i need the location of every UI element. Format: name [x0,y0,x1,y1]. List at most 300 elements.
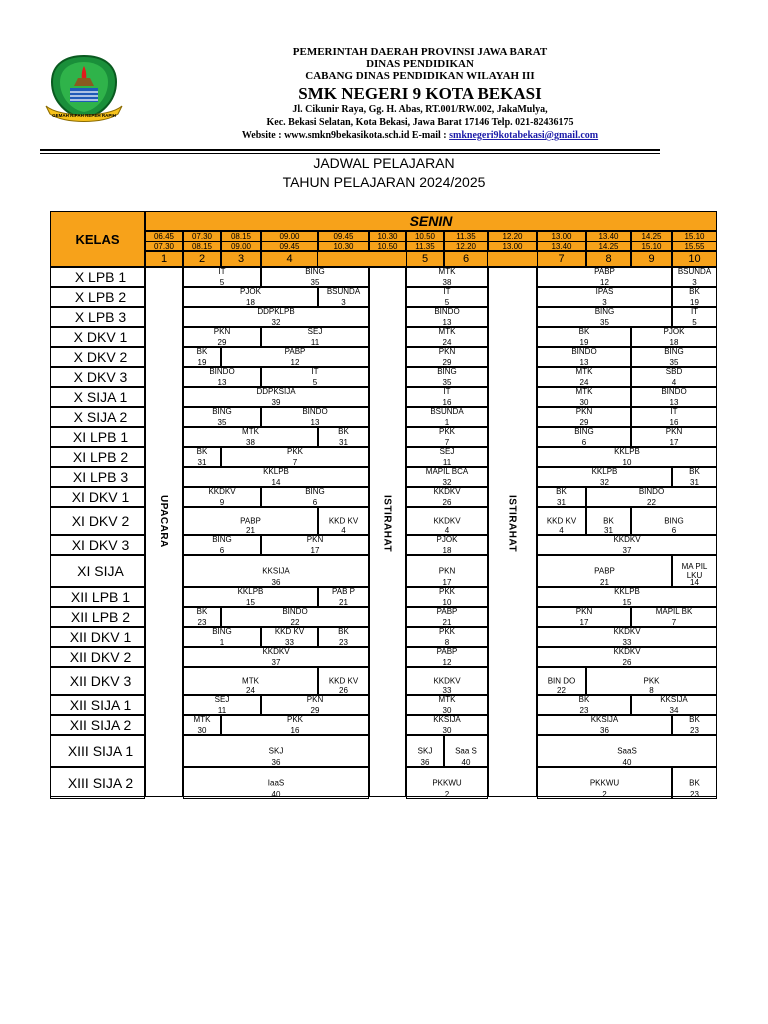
teacher-number: 21 [339,598,348,607]
subject-code: PKK [286,447,303,456]
subject-code: KKD KV [328,516,359,526]
subject-code: MA PIL LKU [681,562,708,580]
subject-code: PKN [575,607,593,616]
subject-code: BING [212,407,232,416]
subject-code: BINDO [661,387,687,396]
subject-code: PKN [306,535,324,544]
teacher-number: 1 [219,638,225,647]
class-name: XII SIJA 2 [50,715,145,735]
schedule-cell[interactable] [672,287,717,307]
schedule-cell[interactable] [406,467,488,487]
time-slot [183,231,221,251]
schedule-cell[interactable] [406,627,488,647]
schedule-cell[interactable] [672,307,717,327]
teacher-number: 33 [622,638,632,647]
subject-code: KKDKV [433,487,461,496]
teacher-number: 2 [602,790,607,799]
teacher-number: 4 [341,526,346,535]
schedule-cell[interactable] [183,287,318,307]
class-name: X DKV 3 [50,367,145,387]
subject-code: MTK [193,715,211,724]
class-name: X LPB 1 [50,267,145,287]
schedule-cell[interactable] [183,267,261,287]
schedule-cell[interactable] [183,607,221,627]
svg-text:GEMAH RIPAH REPEH RAPIH: GEMAH RIPAH REPEH RAPIH [52,113,116,118]
schedule-cell[interactable] [183,367,261,387]
teacher-number: 32 [442,478,452,487]
teacher-number: 23 [339,638,348,647]
time-slot [221,231,261,251]
schedule-cell[interactable] [537,715,672,735]
teacher-number: 30 [579,398,589,407]
schedule-cell[interactable] [406,427,488,447]
teacher-number: 21 [600,578,609,587]
time-slot [406,231,444,251]
teacher-number: 5 [692,318,697,327]
subject-code: BING [664,516,684,526]
teacher-number: 35 [600,318,609,327]
subject-code: IaaS [267,778,285,788]
schedule-cell[interactable] [183,467,369,487]
subject-code: KKLPB [614,447,640,456]
schedule-cell[interactable] [406,287,488,307]
letterhead-rule-thin [40,153,660,154]
time-end: 15.10 [641,242,662,251]
subject-code: BK [578,695,590,704]
time-start: 15.10 [673,232,716,242]
subject-code: BING [212,535,232,544]
teacher-number: 31 [604,526,613,535]
subject-code: BSUNDA [430,407,464,416]
class-name: X LPB 2 [50,287,145,307]
subject-code: PAB P [332,587,355,596]
time-slot [369,231,406,251]
schedule-cell[interactable] [672,555,717,587]
subject-code: BINDO [638,487,665,496]
subject-code: PKK [643,676,660,686]
schedule-cell[interactable] [537,287,672,307]
schedule-cell[interactable] [406,367,488,387]
teacher-number: 36 [600,726,609,735]
subject-code: MTK [242,676,259,686]
schedule-cell[interactable] [183,735,369,767]
subject-code: MAPIL BCA [425,467,469,476]
time-slot [631,231,672,251]
schedule-cell[interactable] [261,487,369,507]
schedule-cell[interactable] [183,627,261,647]
teacher-number: 18 [669,338,679,347]
subject-code: PABP [594,267,615,276]
subject-code: BK [196,347,208,356]
schedule-cell[interactable] [221,715,369,735]
subject-code: BIN DO [547,676,576,686]
time-end: 09.45 [279,242,300,251]
schedule-cell[interactable] [631,387,717,407]
schedule-cell[interactable] [183,667,318,695]
schedule-cell[interactable] [406,347,488,367]
class-name: XII LPB 2 [50,607,145,627]
subject-code: BK [196,447,208,456]
subject-code: PKN [306,695,324,704]
schedule-cell[interactable] [537,427,631,447]
subject-code: IT [690,307,699,316]
schedule-cell[interactable] [537,627,717,647]
schedule-cell[interactable] [537,367,631,387]
schedule-cell[interactable] [406,607,488,627]
subject-code: PKN [438,347,456,356]
subject-code: KKLPB [263,467,289,476]
teacher-number: 13 [310,418,320,427]
teacher-number: 16 [669,418,679,427]
schedule-cell[interactable] [406,535,488,555]
teacher-number: 13 [669,398,679,407]
schedule-cell[interactable] [672,767,717,799]
teacher-number: 40 [461,758,471,767]
subject-code: BK [689,467,700,476]
teacher-number: 34 [669,706,679,715]
period-number: 1 [145,251,183,267]
schedule-cell[interactable] [537,467,672,487]
subject-code: KKLPB [591,467,618,476]
schedule-cell[interactable] [631,427,717,447]
academic-year: TAHUN PELAJARAN 2024/2025 [282,174,486,190]
schedule-cell[interactable] [537,735,717,767]
teacher-number: 40 [622,758,632,767]
class-name: XII SIJA 1 [50,695,145,715]
teacher-number: 2 [444,790,450,799]
kelas-header: KELAS [50,211,145,267]
schedule-cell[interactable] [406,307,488,327]
subject-code: IT [670,407,678,416]
time-end: 11.35 [415,242,435,251]
schedule-cell[interactable] [318,587,369,607]
subject-code: PJOK [436,535,458,544]
subject-code: KKDKV [613,627,641,636]
teacher-number: 3 [341,298,346,307]
teacher-number: 6 [219,546,225,555]
time-end: 07.30 [153,242,175,251]
schedule-cell[interactable] [444,735,488,767]
email-link[interactable]: smknegeri9kotabekasi@gmail.com [449,130,599,141]
schedule-cell[interactable] [261,627,318,647]
subject-code: KKDKV [433,676,461,686]
period-number: 7 [537,251,586,267]
schedule-cell[interactable] [261,535,369,555]
class-name: XII DKV 3 [50,667,145,695]
schedule-cell[interactable] [221,447,369,467]
subject-code: BINDO [209,367,235,376]
subject-code: PKN [213,327,231,336]
teacher-number: 5 [219,278,225,287]
subject-code: MTK [438,267,456,276]
schedule-cell[interactable] [183,535,261,555]
subject-code: KKD KV [328,676,359,686]
schedule-cell[interactable] [537,267,672,287]
subject-code: BK [578,327,590,336]
schedule-cell[interactable] [406,507,488,535]
schedule-cell[interactable] [537,587,717,607]
teacher-number: 14 [690,578,699,587]
subject-code: KKSIJA [590,715,619,724]
schedule-cell[interactable] [183,347,221,367]
class-name: XI DKV 1 [50,487,145,507]
subject-code: KKSIJA [433,715,461,724]
teacher-number: 17 [669,438,679,447]
schedule-cell[interactable] [221,347,369,367]
subject-code: PABP [284,347,306,356]
schedule-cell[interactable] [586,487,717,507]
schedule-cell[interactable] [537,407,631,427]
subject-code: BK [338,627,349,636]
schedule-cell[interactable] [537,487,586,507]
teacher-number: 4 [671,378,677,387]
teacher-number: 22 [647,498,656,507]
teacher-number: 13 [579,358,589,367]
subject-code: BK [196,607,208,616]
schedule-cell[interactable] [631,367,717,387]
teacher-number: 24 [246,686,255,695]
teacher-number: 8 [649,686,654,695]
schedule-cell[interactable] [183,695,261,715]
teacher-number: 36 [271,578,281,587]
schedule-cell[interactable] [631,327,717,347]
teacher-number: 35 [442,378,452,387]
schedule-cell[interactable] [318,667,369,695]
teacher-number: 15 [246,598,255,607]
schedule-cell[interactable] [183,447,221,467]
time-start: 13.00 [538,232,585,242]
schedule-cell[interactable] [672,715,717,735]
schedule-cell[interactable] [183,587,318,607]
schedule-cell[interactable] [631,507,717,535]
schedule-cell[interactable] [183,327,261,347]
subject-code: SEJ [439,447,455,456]
teacher-number: 17 [579,618,589,627]
teacher-number: 3 [602,298,607,307]
schedule-cell[interactable] [537,667,586,695]
subject-code: KKD KV [546,516,577,526]
schedule-cell[interactable] [672,267,717,287]
schedule-cell[interactable] [318,427,369,447]
subject-code: PABP [436,607,458,616]
schedule-cell[interactable] [406,695,488,715]
period-number: 9 [631,251,672,267]
teacher-number: 10 [622,458,632,467]
subject-code: PKK [438,427,455,436]
schedule-cell[interactable] [261,695,369,715]
class-name: X SIJA 2 [50,407,145,427]
subject-code: SBD [665,367,683,376]
schedule-cell[interactable] [406,715,488,735]
schedule-cell[interactable] [537,507,586,535]
schedule-cell[interactable] [221,607,369,627]
time-end: 10.50 [377,242,398,251]
time-slot [444,231,488,251]
time-start: 07.30 [184,232,220,242]
class-name: XII DKV 2 [50,647,145,667]
teacher-number: 5 [312,378,318,387]
subject-code: BING [437,367,457,376]
subject-code: PKKWU [589,778,620,788]
header-line-2: DINAS PENDIDIKAN [366,58,474,70]
teacher-number: 7 [292,458,298,467]
class-name: XI LPB 1 [50,427,145,447]
schedule-cell[interactable] [586,507,631,535]
teacher-number: 24 [579,378,589,387]
teacher-number: 5 [444,298,450,307]
teacher-number: 26 [622,658,632,667]
schedule-cell[interactable] [406,647,488,667]
schedule-cell[interactable] [183,647,369,667]
schedule-cell[interactable] [261,327,369,347]
schedule-cell[interactable] [537,767,672,799]
schedule-cell[interactable] [406,407,488,427]
teacher-number: 40 [271,790,281,799]
schedule-cell[interactable] [183,507,318,535]
teacher-number: 35 [669,358,679,367]
class-name: XI DKV 2 [50,507,145,535]
teacher-number: 4 [444,526,450,535]
time-start: 09.45 [319,232,368,242]
class-name: XI SIJA [50,555,145,587]
subject-code: PKKWU [432,778,462,788]
subject-code: PKN [438,566,456,576]
teacher-number: 3 [692,278,697,287]
schedule-cell[interactable] [261,407,369,427]
schedule-cell[interactable] [406,587,488,607]
teacher-number: 11 [442,458,452,467]
subject-code: SKJ [268,746,284,756]
schedule-cell[interactable] [183,387,369,407]
teacher-number: 13 [217,378,227,387]
subject-code: BING [212,627,232,636]
teacher-number: 18 [246,298,255,307]
schedule-cell[interactable] [406,487,488,507]
class-name: X DKV 1 [50,327,145,347]
subject-code: MAPIL BK [655,607,693,616]
subject-code: PABP [436,647,458,656]
teacher-number: 4 [559,526,564,535]
time-start: 13.40 [587,232,630,242]
teacher-number: 17 [442,578,452,587]
subject-code: BK [338,427,349,436]
subject-code: IT [443,387,451,396]
time-start: 12.20 [489,232,536,242]
schedule-cell[interactable] [537,347,631,367]
subject-code: PABP [240,516,261,526]
schedule-cell[interactable] [586,667,717,695]
time-slot [318,231,369,251]
schedule-cell[interactable] [537,447,717,467]
class-name: XIII SIJA 2 [50,767,145,799]
schedule-cell[interactable] [183,407,261,427]
school-name: SMK NEGERI 9 KOTA BEKASI [298,84,542,103]
subject-code: KKLPB [237,587,264,596]
time-slot [537,231,586,251]
schedule-cell[interactable] [537,327,631,347]
teacher-number: 26 [339,686,348,695]
teacher-number: 31 [557,498,566,507]
subject-code: PKK [438,587,455,596]
schedule-cell[interactable] [631,695,717,715]
teacher-number: 39 [271,398,281,407]
schedule-cell[interactable] [406,735,444,767]
schedule-cell[interactable] [406,267,488,287]
subject-code: SaaS [617,746,637,756]
schedule-cell[interactable] [537,695,631,715]
class-name: XI DKV 3 [50,535,145,555]
schedule-cell[interactable] [537,387,631,407]
schedule-cell[interactable] [318,627,369,647]
schedule-cell[interactable] [537,555,672,587]
teacher-number: 30 [197,726,207,735]
schedule-cell[interactable] [631,347,717,367]
time-start: 11.35 [445,232,487,242]
teacher-number: 26 [442,498,452,507]
teacher-number: 19 [197,358,207,367]
teacher-number: 37 [622,546,632,555]
schedule-cell[interactable] [183,307,369,327]
schedule-cell[interactable] [631,607,717,627]
schedule-cell[interactable] [537,535,717,555]
class-name: XI LPB 2 [50,447,145,467]
schedule-cell[interactable] [537,607,631,627]
teacher-number: 29 [579,418,589,427]
time-slot [488,231,537,251]
period-number: 10 [672,251,717,267]
period-number: 4 [261,251,318,267]
schedule-cell[interactable] [406,555,488,587]
schedule-cell[interactable] [406,767,488,799]
schedule-cell[interactable] [261,367,369,387]
schedule-cell[interactable] [183,487,261,507]
schedule-cell[interactable] [261,267,369,287]
subject-code: IPAS [595,287,614,296]
schedule-cell[interactable] [406,387,488,407]
schedule-cell[interactable] [318,507,369,535]
schedule-cell[interactable] [406,667,488,695]
subject-code: KKDKV [613,535,641,544]
schedule-cell[interactable] [183,427,318,447]
schedule-cell[interactable] [183,715,221,735]
teacher-number: 29 [442,358,452,367]
schedule-cell[interactable] [318,287,369,307]
class-name: XII DKV 1 [50,627,145,647]
teacher-number: 22 [557,686,566,695]
subject-code: PKK [438,627,455,636]
class-name: XI LPB 3 [50,467,145,487]
schedule-cell[interactable] [183,767,369,799]
schedule-cell[interactable] [406,327,488,347]
time-end: 15.55 [684,242,705,251]
schedule-cell[interactable] [406,447,488,467]
subject-code: BSUNDA [326,287,361,296]
schedule-cell[interactable] [672,467,717,487]
schedule-cell[interactable] [631,407,717,427]
schedule-cell[interactable] [183,555,369,587]
schedule-cell[interactable] [537,647,717,667]
class-name: XIII SIJA 1 [50,735,145,767]
schedule-cell[interactable] [537,307,672,327]
subject-code: SKJ [417,746,433,756]
period-number: 8 [586,251,631,267]
teacher-number: 35 [217,418,227,427]
subject-code: KKSIJA [660,695,688,704]
teacher-number: 13 [442,318,452,327]
time-start: 10.50 [407,232,443,242]
teacher-number: 7 [444,438,450,447]
teacher-number: 21 [442,618,452,627]
